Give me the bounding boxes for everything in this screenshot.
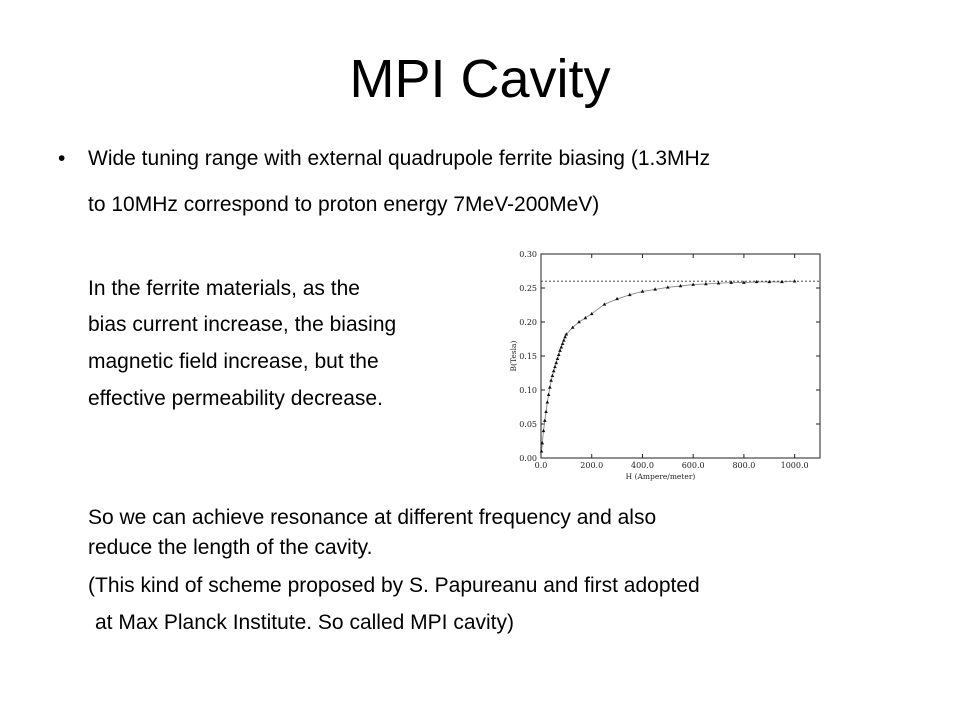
- x-tick-label: 400.0: [631, 461, 654, 470]
- y-tick-label: 0.15: [519, 352, 537, 361]
- scheme-note-line-1: (This kind of scheme proposed by S. Papureanu and first adopted: [88, 574, 700, 597]
- x-tick-label: 0.0: [534, 461, 548, 470]
- resonance-text-line-1: So we can achieve resonance at different frequency and also: [88, 506, 657, 529]
- data-point: [554, 361, 558, 364]
- bullet-marker: •: [58, 147, 66, 170]
- y-axis-label: B(Tesla): [509, 340, 518, 372]
- x-tick-label: 1000.0: [780, 461, 809, 470]
- data-point: [562, 338, 566, 341]
- b-h-curve-chart: [478, 236, 828, 484]
- y-tick-label: 0.20: [519, 318, 537, 327]
- y-tick-label: 0.00: [519, 454, 537, 463]
- data-point: [551, 374, 555, 377]
- data-point: [543, 419, 547, 422]
- y-tick-label: 0.25: [519, 284, 537, 293]
- data-point: [556, 357, 560, 360]
- data-point: [544, 410, 548, 413]
- y-tick-label: 0.30: [519, 250, 537, 259]
- data-point: [552, 369, 556, 372]
- bullet-text-line-1: Wide tuning range with external quadrupole ferrite biasing (1.3MHz: [88, 147, 711, 170]
- data-point: [546, 400, 550, 403]
- resonance-text-line-2: reduce the length of the cavity.: [88, 536, 373, 559]
- x-tick-label: 200.0: [580, 461, 604, 470]
- data-point: [549, 378, 553, 381]
- x-axis-label: H (Ampere/meter): [625, 472, 696, 481]
- x-tick-label: 600.0: [681, 461, 705, 470]
- x-tick-label: 800.0: [732, 461, 756, 470]
- ferrite-text-line-1: In the ferrite materials, as the: [88, 277, 360, 300]
- data-point: [540, 449, 544, 452]
- y-tick-label: 0.05: [519, 420, 537, 429]
- data-point: [558, 349, 562, 352]
- bullet-text-line-2: to 10MHz correspond to proton energy 7MeV-200MeV): [88, 193, 600, 216]
- series-line: [542, 281, 795, 451]
- ferrite-text-line-4: effective permeability decrease.: [88, 387, 383, 410]
- slide-title: MPI Cavity: [349, 49, 611, 109]
- ferrite-text-line-2: bias current increase, the biasing: [88, 313, 397, 336]
- data-point: [559, 345, 563, 348]
- y-tick-label: 0.10: [519, 386, 537, 395]
- data-point: [548, 385, 552, 388]
- data-point: [557, 353, 561, 356]
- data-point: [561, 342, 565, 345]
- data-point: [542, 429, 546, 432]
- data-point: [547, 393, 551, 396]
- data-point: [553, 365, 557, 368]
- scheme-note-line-2: at Max Planck Institute. So called MPI cavity): [95, 611, 514, 634]
- ferrite-text-line-3: magnetic field increase, but the: [88, 350, 379, 373]
